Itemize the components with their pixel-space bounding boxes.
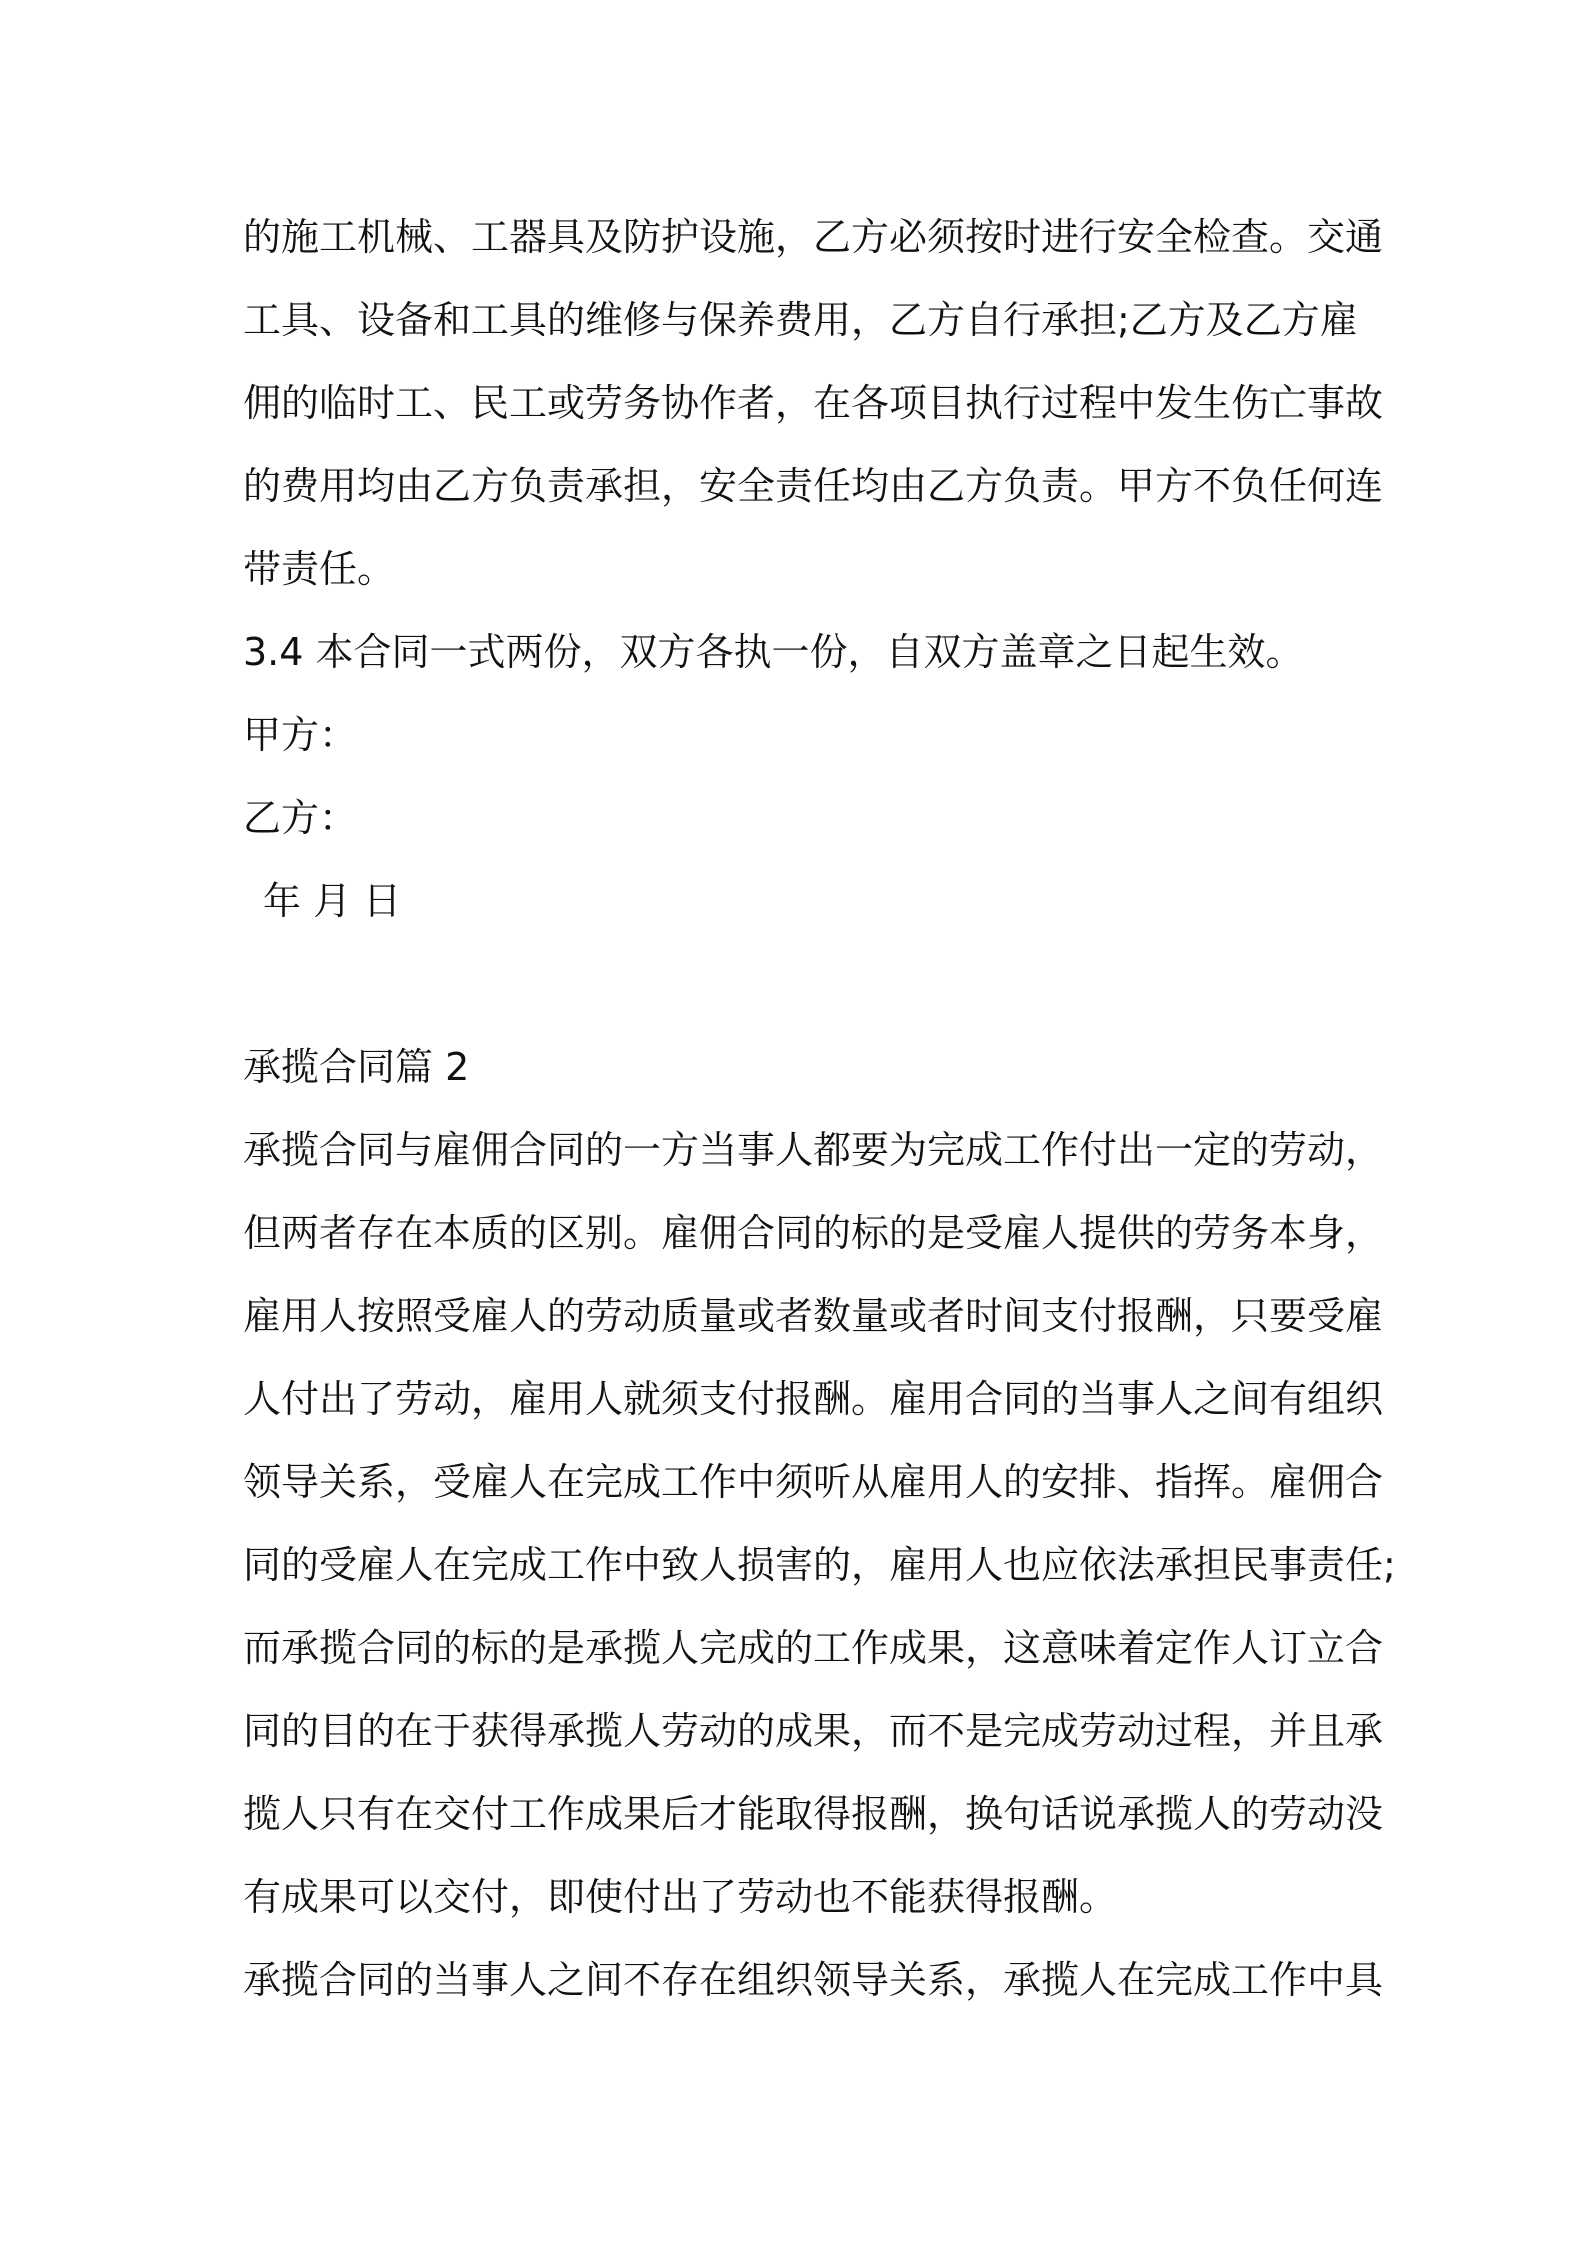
body-text-line: 有成果可以交付，即使付出了劳动也不能获得报酬。	[243, 1875, 1118, 1919]
signing-date-line: 年 月 日	[263, 879, 402, 923]
body-text-line: 领导关系，受雇人在完成工作中须听从雇用人的安排、指挥。雇佣合	[243, 1460, 1384, 1504]
body-text-line: 承揽合同的当事人之间不存在组织领导关系，承揽人在完成工作中具	[243, 1958, 1384, 2002]
body-text-line: 雇用人按照受雇人的劳动质量或者数量或者时间支付报酬，只要受雇	[243, 1294, 1384, 1338]
body-text-line: 的费用均由乙方负责承担，安全责任均由乙方负责。甲方不负任何连	[243, 464, 1384, 508]
clause-3-4: 3.4 本合同一式两份，双方各执一份，自双方盖章之日起生效。	[243, 630, 1304, 674]
party-a-label: 甲方：	[243, 713, 358, 757]
party-b-label: 乙方：	[243, 796, 358, 840]
body-text-line: 但两者存在本质的区别。雇佣合同的标的是受雇人提供的劳务本身，	[243, 1211, 1384, 1255]
body-text-line: 人付出了劳动，雇用人就须支付报酬。雇用合同的当事人之间有组织	[243, 1377, 1384, 1421]
section-title: 承揽合同篇 2	[243, 1045, 470, 1089]
body-text-line: 工具、设备和工具的维修与保养费用，乙方自行承担;乙方及乙方雇	[243, 298, 1358, 342]
body-text-line: 承揽合同与雇佣合同的一方当事人都要为完成工作付出一定的劳动，	[243, 1128, 1384, 1172]
body-text-line: 而承揽合同的标的是承揽人完成的工作成果，这意味着定作人订立合	[243, 1626, 1384, 1670]
document-body	[243, 196, 1396, 2022]
section-spacer	[243, 943, 1363, 1026]
body-text-line: 的施工机械、工器具及防护设施，乙方必须按时进行安全检查。交通	[243, 215, 1384, 259]
body-text-line: 带责任。	[243, 547, 396, 591]
body-text-line: 同的目的在于获得承揽人劳动的成果，而不是完成劳动过程，并且承	[243, 1709, 1384, 1753]
body-text-line: 揽人只有在交付工作成果后才能取得报酬，换句话说承揽人的劳动没	[243, 1792, 1384, 1836]
body-text-line: 同的受雇人在完成工作中致人损害的，雇用人也应依法承担民事责任;	[243, 1543, 1396, 1587]
body-text-line: 佣的临时工、民工或劳务协作者，在各项目执行过程中发生伤亡事故	[243, 381, 1384, 425]
